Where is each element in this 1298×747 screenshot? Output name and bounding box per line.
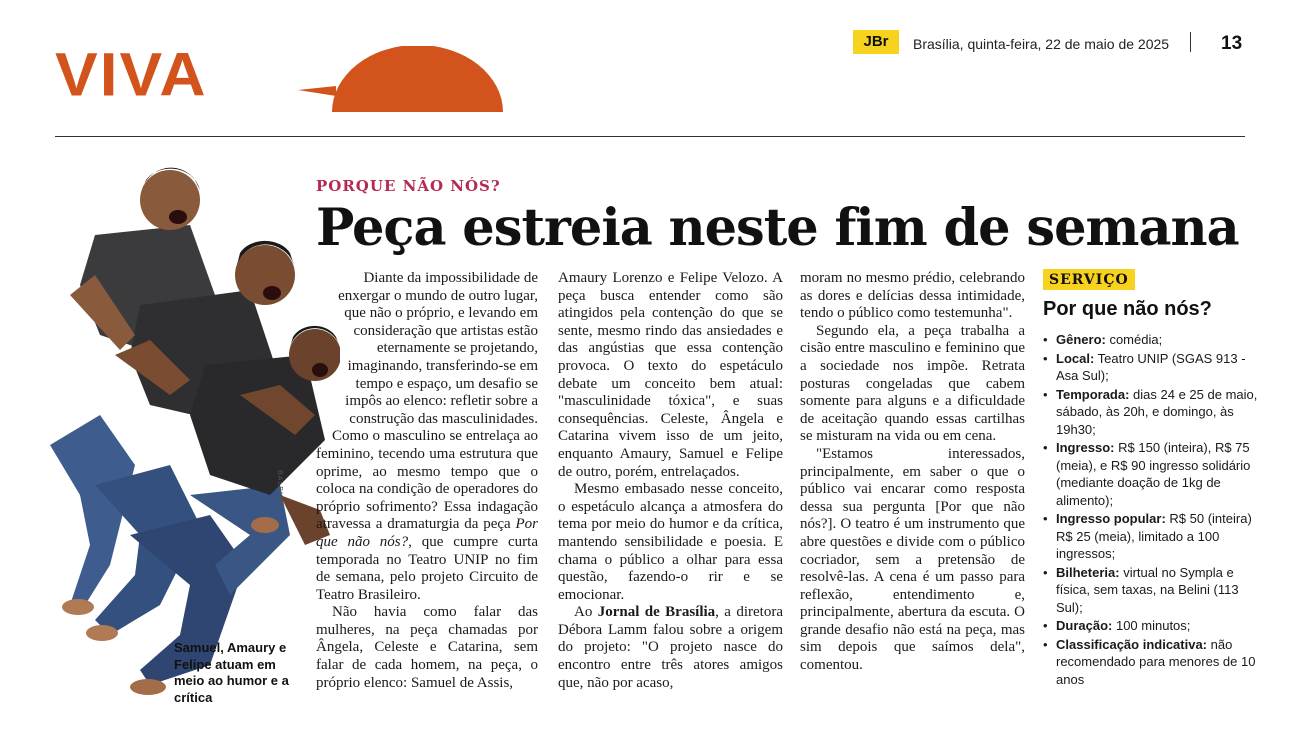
service-item [1043,350,1268,385]
service-item [1043,331,1268,349]
article-paragraph: Segundo ela, a peça trabalha a cisão entre masculino e feminino que a sociedade nos impõe. Retrata posturas congeladas que cabem somente para alguns e a dificuldade de aceitação quando essas cartilhas se misturam na vida ou em cena. [800,322,1025,445]
jbr-badge: JBr [853,30,899,54]
header-divider [1190,32,1191,52]
bullet-icon: • [1043,636,1048,652]
article-text: , que cumpre curta temporada no Teatro UNIP no fim de semana, pelo projeto Circuito de Teatro Brasileiro. [316,533,538,603]
service-item-value: R$ 150 (inteira), R$ 75 (meia), e R$ 90 ingresso solidário (mediante doação de 1kg de alimento); [1056,440,1251,508]
service-item-key: Gênero: [1056,332,1106,347]
article-paragraph: Amaury Lorenzo e Felipe Velozo. A peça busca entender como são atingidos pela contenção do que se sente, mesmo rindo das ansiedades e das angústias que essa contenção provoca. O texto do espetáculo debate um conceito bem atual: "masculinidade tóxica", e suas consequências. Celeste, Ângela e Catarina vivem isso de um jeito, enquanto Amaury, Samuel e Felipe de outro, porém, entrelaçados. [558,270,783,480]
bullet-icon: • [1043,350,1048,366]
actors-photo [40,165,340,710]
article-text: Como o masculino se entrelaça ao feminino, tecendo uma estrutura que oprime, ao mesmo tempo que o coloca na condição de operadores do próprio sofrimento? Essa indagação atravessa a dramaturgia da peça [316,428,538,533]
sunset-logo-icon [296,46,506,116]
article-column-2 [558,270,783,692]
bullet-icon: • [1043,332,1048,347]
service-item-value: Teatro UNIP (SGAS 913 - Asa Sul); [1056,350,1246,383]
article-paragraph [558,604,783,692]
article-paragraph: moram no mesmo prédio, celebrando as dores e delícias dessa intimidade, tendo o público como testemunha". [800,270,1025,322]
article-kicker: PORQUE NÃO NÓS? [316,177,501,195]
article-text: Ao [574,604,598,621]
section-title: VIVA [55,40,208,109]
article-column-3 [800,270,1025,675]
service-item [1043,617,1268,635]
service-item-value: R$ 50 (inteira) R$ 25 (meia), limitado a 100 ingressos; [1056,511,1252,561]
article-paragraph: Diante da impossibilidade de enxergar o mundo de outro lugar, que não o próprio, e levando em consideração que artistas estão eternamente se projetando, imaginando, transferindo-se em tempo e espaço, um desafio se impôs ao elenco: refletir sobre a construção das masculinidades. [338,270,538,427]
play-title: Por que não nós? [316,516,538,550]
service-title: Por que não nós? [1043,298,1212,320]
service-item-key: Classificação indicativa: [1056,636,1208,652]
article-paragraph: "Estamos interessados, principalmente, em saber o que o público vai encarar como resposta dessa sua pergunta [Por que não nós?]. O teatro é um instrumento que abre questões e divide com o público cocriador, sem a pretensão de resolvê-las. A cena é um passo para reflexão, entendimento e, principalmente, abertura da escuta. O grande desafio não está na peça, mas sim depois que saímos dela", comentou. [800,445,1025,674]
service-label: SERVIÇO [1043,269,1135,290]
article-column-1 [316,270,538,692]
bullet-icon: • [1043,386,1048,402]
service-item-key: Local: [1056,350,1095,366]
bullet-icon: • [1043,440,1048,455]
service-list [1043,331,1268,689]
service-item [1043,636,1268,689]
service-item-key: Ingresso popular: [1056,511,1166,526]
service-item-value: dias 24 e 25 de maio, sábado, às 20h, e domingo, às 19h30; [1056,386,1258,437]
photo-caption: Samuel, Amaury e Felipe atuam em meio ao humor e a crítica [174,640,289,705]
service-item-value: não recomendado para menores de 10 anos [1056,636,1256,687]
service-item-key: Duração: [1056,618,1113,633]
service-item-key: Ingresso: [1056,440,1115,455]
newspaper-name: Jornal de Brasília [597,604,716,621]
photo-credit: BALBINO [276,470,283,508]
service-item-key: Bilheteria: [1056,564,1120,580]
bullet-icon: • [1043,618,1048,633]
service-item [1043,386,1268,439]
page-number: 13 [1221,33,1243,54]
service-item-value: virtual no Sympla e física, sem taxas, na Belini (113 Sul); [1056,564,1239,615]
bullet-icon: • [1043,564,1048,580]
dateline: Brasília, quinta-feira, 22 de maio de 2025 [913,36,1170,52]
service-item-value: comédia; [1105,332,1163,347]
service-item [1043,510,1268,563]
service-item [1043,439,1268,509]
article-text: , a diretora Débora Lamm falou sobre a origem do projeto: "O projeto nasce do encontro entre três atores amigos que, não por acaso, [558,604,783,691]
bullet-icon: • [1043,511,1048,526]
article-paragraph [316,428,538,604]
header-rule [55,136,1245,137]
article-paragraph: Mesmo embasado nesse conceito, o espetáculo alcança a atmosfera do tema por meio do humor e da crítica, mantendo sensibilidade e poesia. E chama o público a olhar para essa questão, fazendo-o rir e se emocionar. [558,481,783,603]
service-item [1043,564,1268,617]
article-headline: Peça estreia neste fim de semana [316,198,1239,258]
article-paragraph: Não havia como falar das mulheres, na peça chamadas por Ângela, Celeste e Catarina, sem falar de cada homem, na peça, o próprio elenco: Samuel de Assis, [316,604,538,691]
service-item-key: Temporada: [1056,386,1130,402]
service-item-value: 100 minutos; [1112,618,1191,633]
